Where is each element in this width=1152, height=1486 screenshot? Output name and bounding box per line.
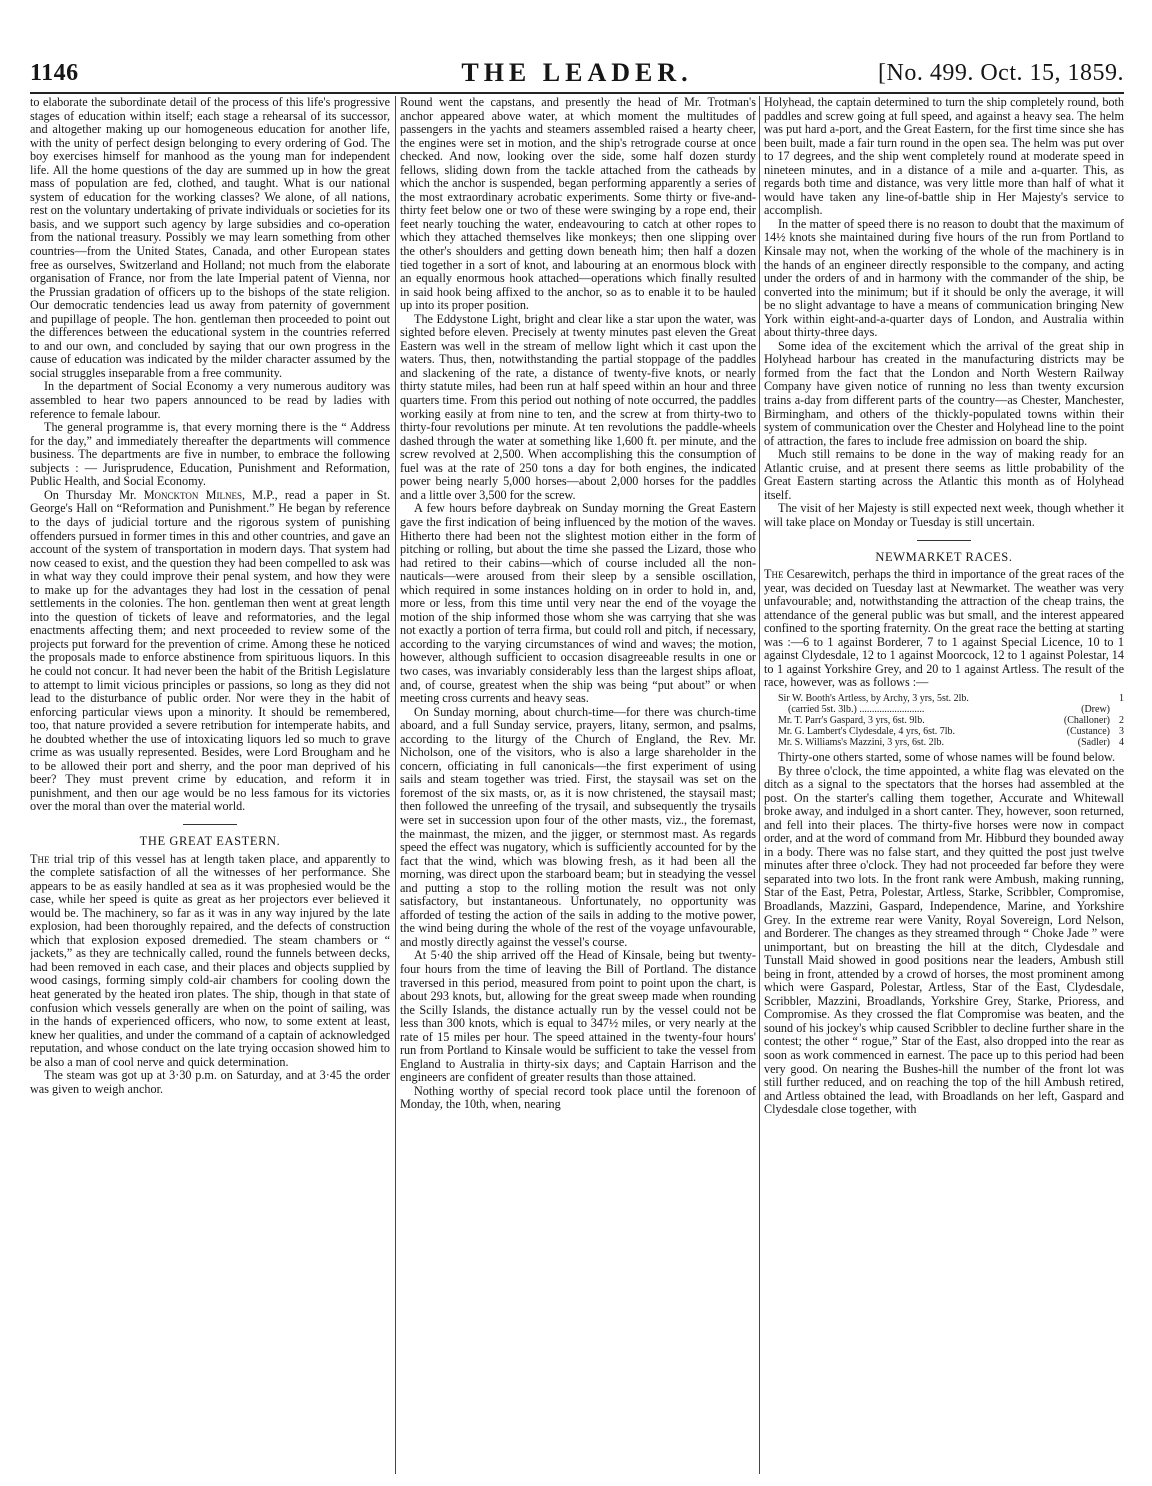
paragraph: The general programme is, that every morning there is the “ Address for the day,” and immediately thereafter the departments will commence business. The departments are five in number, to embrace the following subjects : — Jurisprudence, Education, Punishment and Reformation, Public Health, and Social Economy. xyxy=(30,420,390,489)
jockey: (Challoner) xyxy=(1063,714,1110,726)
paragraph: Round went the capstans, and presently the head of Mr. Trotman's anchor appeared above water, at which moment the multitudes of passengers in the yachts and steamers assembled raised a hearty cheer, the engines were set in motion, and the ship's retrograde course at once checked. And now, looking over the side, some half dozen sturdy fellows, sliding down from the tackle attached from the catheads by which the anchor is suspended, began performing apparently a series of the most extraordinary acrobatic experiments. Some thirty or five-and-thirty feet below one or two of these were swinging by a rope end, their feet nearly touching the water, endeavouring to catch at other ropes to which they attached themselves like monkeys; then one slipping over the other's shoulders and getting down beneath him; then half a dozen tied together in a sort of knot, and labouring at an enormous block with an equally enormous hook attached—operations which finally resulted in said hook being affixed to the anchor, so as to enable it to be hauled up into its proper position. xyxy=(400,96,756,313)
speaker-name: Monckton Milnes xyxy=(143,487,242,502)
section-divider xyxy=(917,540,971,541)
paragraph xyxy=(30,853,390,1070)
paragraph: The steam was got up at 3·30 p.m. on Saturday, and at 3·45 the order was given to weigh anchor. xyxy=(30,1068,390,1096)
paragraph: Some idea of the excitement which the arrival of the great ship in Holyhead harbour has created in the manufacturing districts may be formed from the fact that the London and North Western Railway Company have given notice of running no less than twenty excursion trains a-day from different parts of the country—as Chester, Manchester, Birmingham, and others of the thickly-populated towns within their system of communication over the Chester and Holyhead line to the point of attraction, the fares to include free admission on board the ship. xyxy=(764,338,1124,448)
paragraph-body: trial trip of this vessel has at length taken place, and apparently to the complete satisfaction of all the witnesses of her performance. She appears to be as easily handled at sea as it was prophesied would be the case, while her speed is quite as great as her projectors ever believed it would be. The machinery, so far as it was in any way injured by the late explosion, had been thoroughly repaired, and the defects of construction which that explosion exposed dremedied. The steam chambers or “ jackets,” as they are technically called, round the funnels between decks, had been removed in each case, and their places and objects supplied by wood casings, forming simply cold-air chambers for cooling down the heat generated by the heated iron plates. The ship, though in that state of confusion which vessels generally are when on the point of sailing, was in the hands of experienced officers, who now, to some extent at least, knew her qualities, and under the command of a captain of acknowledged reputation, and whose conduct on the late trying occasion showed him to be also a man of cool nerve and quick determination. xyxy=(30,851,390,1069)
table-row xyxy=(764,737,1124,748)
newspaper-title: THE LEADER. xyxy=(461,58,693,87)
horse-entry: (carried 5st. 3lb.) .......................... xyxy=(788,703,925,715)
finish-position xyxy=(1110,704,1124,715)
column-2 xyxy=(400,96,756,1474)
jockey: (Custance) xyxy=(1066,725,1110,737)
paragraph: to elaborate the subordinate detail of the process of this life's progressive stages of education within itself; each stage a rehearsal of its successor, and altogether making up our homogeneous education for another life, with the unity of perfect design belonging to every ordering of God. The boy exercises himself for manhood as the young man for independent life. All the home questions of the day are summed up in how the great mass of population are fed, clothed, and taught. What is our national system of education for the working classes? We alone, of all nations, rest on the voluntary undertaking of private individuals or societies for its basis, and we support such agency by large subsidies and co-operation from the national treasury. Possibly we may learn something from other countries—from the United States, Canada, and other European states free as ourselves, Switzerland and Holland; not much from the elaborate organisation of France, nor from the late Imperial patent of Vienna, nor the Prussian gradation of officers up to the bishops of the state religion. Our democratic tendencies lead us away from paternity of government and pupillage of people. The hon. gentleman then proceeded to point out the differences between the educational system in the countries referred to and our own, and concluded by saying that our own progress in the cause of education was indicated by the milder character assumed by the social struggles inseparable from a free community. xyxy=(30,96,390,380)
column-3 xyxy=(764,96,1124,1474)
paragraph: Much still remains to be done in the way of making ready for an Atlantic cruise, and at present there seems as little probability of the Great Eastern starting across the Atlantic this month as of Holyhead itself. xyxy=(764,447,1124,502)
horse-entry: Mr. G. Lambert's Clydesdale, 4 yrs, 6st. 7lb. xyxy=(778,725,956,737)
paragraph: Holyhead, the captain determined to turn the ship completely round, both paddles and screw going at full speed, and against a heavy sea. The helm was put hard a-port, and the Great Eastern, for the first time since she has been built, made a fair turn round in the open sea. The helm was put over to 17 degrees, and the ship went completely round at moderate speed in nineteen minutes, and in a distance of a mile and a-quarter. This, as regards both time and distance, was very little more than half of what it would have taken any line-of-battle ship in Her Majesty's service to accomplish. xyxy=(764,96,1124,218)
paragraph-start: On Thursday Mr. xyxy=(44,487,137,502)
paragraph: The Eddystone Light, bright and clear like a star upon the water, was sighted before eleven. Precisely at twenty minutes past eleven the Great Eastern was well in the stream of mellow light which it cast upon the waters. Thus, then, notwithstanding the partial stoppage of the paddles and slackening of the rate, a distance of twenty-five knots, or nearly thirty statute miles, had been run at half speed within an hour and three quarters time. From this period out nothing of note occurred, the paddles working easily at from nine to ten, and the screw at from thirty-two to thirty-four revolutions per minute. At ten revolutions the paddle-wheels dashed through the water at something like 1,600 ft. per minute, and the screw revolved at 2,500. When accomplishing this the consumption of fuel was at the rate of 250 tons a day for both engines, the indicated power being nearly 5,000 horses—about 2,000 horses for the paddles and a little over 3,500 for the screw. xyxy=(400,311,756,502)
finish-position: 1 xyxy=(1119,692,1124,704)
table-row xyxy=(764,693,1124,704)
finish-position: 4 xyxy=(1119,736,1124,748)
paragraph: Thirty-one others started, some of whose names will be found below. xyxy=(778,749,1115,764)
lead-word: The xyxy=(30,851,50,866)
horse-entry: Mr. T. Parr's Gaspard, 3 yrs, 6st. 9lb. xyxy=(778,714,925,726)
race-results-table xyxy=(764,693,1124,748)
page-number: 1146 xyxy=(30,60,79,86)
jockey: (Sadler) xyxy=(1077,736,1110,748)
paragraph: Nothing worthy of special record took place until the forenoon of Monday, the 10th, when, nearing xyxy=(400,1083,756,1112)
table-row xyxy=(764,715,1124,726)
horse-entry: Mr. S. Williams's Mazzini, 3 yrs, 6st. 2lb. xyxy=(778,736,944,748)
paragraph: A few hours before daybreak on Sunday morning the Great Eastern gave the first indication of being influenced by the motion of the waves. Hitherto there had been not the slightest motion either in the form of pitching or rolling, but about the time she passed the Lizard, those who had retired to their cabins—which of course included all the non-nauticals—were aroused from their sleep by a sensible oscillation, which required in some instances holding on in order to hold in, and, more or less, from this time until very near the end of the voyage the motion of the ship informed those whom she was carrying that she was not exactly a portion of terra firma, but could roll and pitch, if necessary, according to the varying circumstances of wind and waves; the motion, however, although sufficient to occasion disagreeable results in one or two cases, was invariably considerably less than the largest ships afloat, and, of course, greatest when the ship was being “put about” or when meeting cross currents and heavy seas. xyxy=(400,501,756,706)
paragraph: By three o'clock, the time appointed, a white flag was elevated on the ditch as a signal to the spectators that the horses had assembled at the post. On the starter's calling them together, Accurate and Whitewall broke away, and indulged in a short canter. They, however, soon returned, and fell into their places. The thirty-five horses were now in compact order, and at the word of command from Mr. Hibburd they bounded away in a body. There was no false start, and they quitted the post just twelve minutes after three o'clock. They had not proceeded far before they were separated into two lots. In the front rank were Ambush, making running, Star of the East, Petra, Polestar, Artless, Starke, Scribbler, Compromise, Broadlands, Mazzini, Gaspard, Independence, Marine, and Yorkshire Grey. In the extreme rear were Vanity, Royal Sovereign, Lord Nelson, and Borderer. The changes as they streamed through “ Choke Jade ” were unimportant, but on breasting the hill at the ditch, Clydesdale and Tunstall Maid showed in good positions near the leaders, Ambush still being in front, attended by a crowd of horses, the most prominent among which were Gaspard, Polestar, Artless, Star of the East, Clydesdale, Scribbler, Mazzini, Broadlands, Yorkshire Grey, Starke, Prioress, and Compromise. As they crossed the flat Compromise was beaten, and the sound of his jockey's whip caused Scribbler to decline further share in the contest; the other “ rogue,” Star of the East, also dropped into the rear as soon as work commenced in earnest. The pace up to this period had been very good. On nearing the Bushes-hill the number of the front lot was still further reduced, and on reaching the top of the hill Ambush retired, and Artless obtained the lead, with Broadlands on her left, Gaspard and Clydesdale close together, with xyxy=(764,763,1124,1117)
lead-word: The xyxy=(764,567,784,582)
finish-position: 3 xyxy=(1119,725,1124,737)
table-row xyxy=(764,704,1124,715)
paragraph: On Sunday morning, about church-time—for there was church-time aboard, and a full Sunday service, prayers, litany, sermon, and psalms, according to the liturgy of the Church of England, the Rev. Mr. Nicholson, one of the visitors, who is also a large shareholder in the concern, officiating in full canonicals—the first experiment of using sails and steam together was tried. First, the staysail was set on the foremost of the six masts, or, as it is now christened, the staysail mast; then followed the unreefing of the trysail, and subsequently the trysails were set in succession upon four of the other masts, viz., the foremast, the mainmast, the mizen, and the jigger, or sternmost mast. As regards speed the effect was nugatory, which is sufficiently accounted for by the fact that the wind, which was blowing fresh, as it had been all the morning, was direct upon the starboard beam; but in steadying the vessel and putting a stop to the rolling motion the result was not only satisfactory, but instantaneous. Unfortunately, no opportunity was afforded of testing the action of the sails in adding to the motive power, the wind being during the whole of the rest of the voyage unfavourable, and mostly directly against the vessel's course. xyxy=(400,704,756,949)
article-heading: NEWMARKET RACES. xyxy=(875,549,1013,564)
paragraph-body: Cesarewitch, perhaps the third in importance of the great races of the year, was decided on Tuesday last at Newmarket. The weather was very unfavourable; and, notwithstanding the attraction of the cheap trains, the attendance of the general public was but small, and the interest appeared confined to the sporting fraternity. On the great race the betting at starting was :—6 to 1 against Borderer, 7 to 1 against Special Licence, 10 to 1 against Clydesdale, 12 to 1 against Moorcock, 12 to 1 against Polestar, 14 to 1 against Yorkshire Grey, and 20 to 1 against Artless. The result of the race, however, was as follows :— xyxy=(764,567,1124,690)
paragraph xyxy=(30,489,390,814)
paragraph: At 5·40 the ship arrived off the Head of Kinsale, being but twenty-four hours from the time of leaving the Bill of Portland. The distance traversed in this period, measured from point to point upon the chart, is about 293 knots, but, allowing for the great sweep made when rounding the Scilly Islands, the distance actually run by the vessel could not be less than 300 knots, which is equal to 347½ miles, or very nearly at the rate of 15 miles per hour. The speed attained in the twenty-four hours' run from Portland to Kinsale would be sufficient to take the vessel from England to Australia in thirty-six days; and Captain Harrison and the engineers are confident of greater results than those attained. xyxy=(400,948,756,1085)
article-heading: THE GREAT EASTERN. xyxy=(139,833,281,848)
table-row xyxy=(764,726,1124,737)
column-rule xyxy=(759,96,760,1474)
column-1 xyxy=(30,96,390,1474)
finish-position: 2 xyxy=(1119,714,1124,726)
paragraph xyxy=(764,568,1124,690)
paragraph: In the matter of speed there is no reason to doubt that the maximum of 14½ knots she maintained during five hours of the run from Portland to Kinsale may not, when the working of the whole of the machinery is in the hands of an engineer directly responsible to the company, and acting under the orders of and in harmony with the commander of the ship, be converted into the minimum; but if it should be only the average, it will be no slight advantage to have a means of communication bringing New York within eight-and-a-quarter days of London, and Australia within about thirty-three days. xyxy=(764,216,1124,340)
issue-date: [No. 499. Oct. 15, 1859. xyxy=(878,60,1124,86)
paragraph: The visit of her Majesty is still expected next week, though whether it will take place on Monday or Tuesday is still uncertain. xyxy=(764,501,1124,529)
section-divider xyxy=(183,824,237,825)
masthead xyxy=(30,58,1124,94)
jockey: (Drew) xyxy=(1081,703,1110,715)
column-rule xyxy=(395,96,396,1474)
horse-entry: Sir W. Booth's Artless, by Archy, 3 yrs, 5st. 2lb. xyxy=(778,692,969,704)
paragraph-body: , M.P., read a paper in St. George's Hall on “Reformation and Punishment.” He began by reference to the days of judicial torture and the rigorous system of punishing offenders pursued in former times in this and other countries, and gave an account of the system of transportation in modern days. That system had now ceased to exist, and the question they had been compelled to ask was in what way they could improve their penal system, and how they were to make up for the advantages they had lost in the cessation of penal settlements in the colonies. The hon. gentleman then went at great length into the question of tickets of leave and reformatories, and the legal enactments affecting them; and next proceeded to review some of the projects put forward for the prevention of crime. Among these he noticed the proposals made to enforce abstinence from spirituous liquors. In this he could not concur. It had never been the habit of the British Legislature to attempt to limit vicious principles or passions, so long as they did not lead to the disturbance of public order. Nor were they in the habit of enforcing particular views upon a minority. It should be remembered, too, that nature provided a severe retribution for intemperate habits, and he doubted whether the use of intoxicating liquors led so much to grave crime as was usually represented. Besides, were Lord Brougham and he to be allowed their port and sherry, and the poor man deprived of his beer? They must prevent crime by education, and reform it in punishment, and then our age would be no less famous for its victories over the moral than over the material world. xyxy=(30,487,390,814)
paragraph: In the department of Social Economy a very numerous auditory was assembled to hear two papers announced to be read by ladies with reference to female labour. xyxy=(30,379,390,421)
